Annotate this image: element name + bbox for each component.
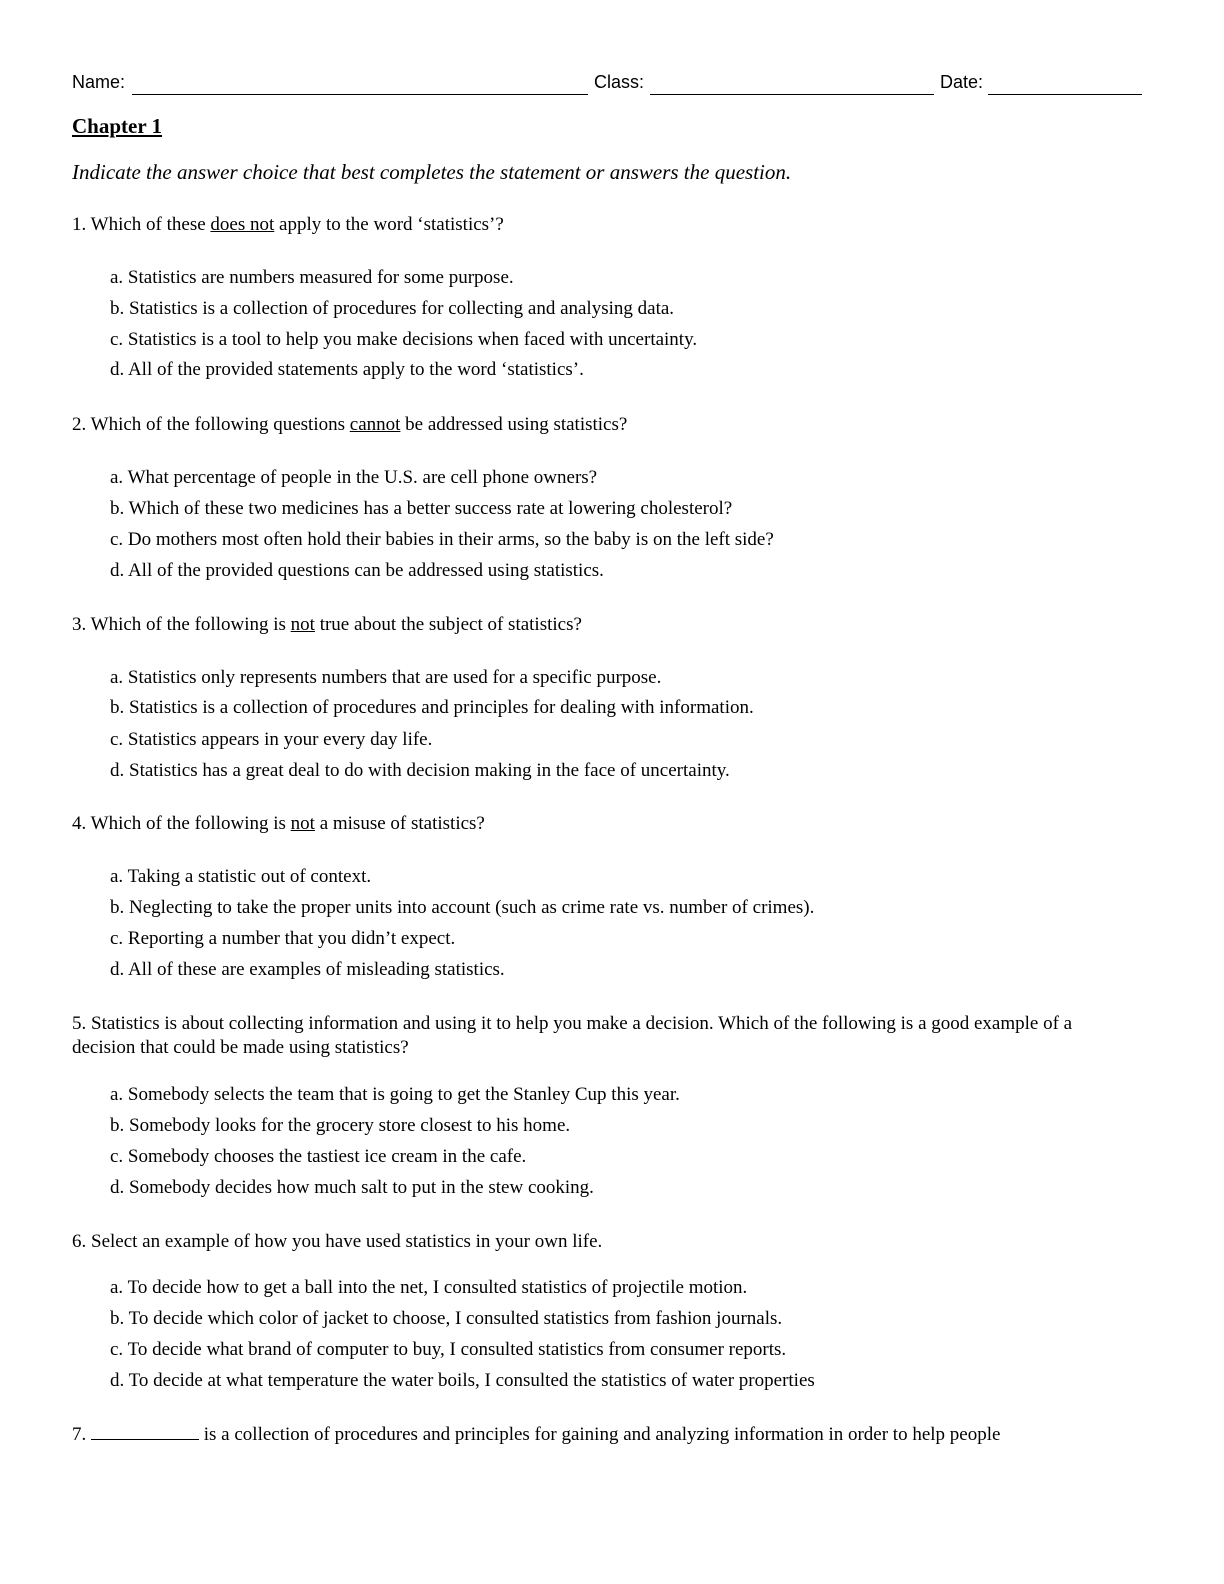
emphasis-underline: not <box>290 813 315 834</box>
question-4-option-d[interactable]: d. All of these are examples of misleading statistics. <box>110 959 505 980</box>
question-3-option-c[interactable]: c. Statistics appears in your every day life. <box>110 729 433 750</box>
instructions: Indicate the answer choice that best completes the statement or answers the question. <box>72 160 792 184</box>
question-4-option-a[interactable]: a. Taking a statistic out of context. <box>110 866 372 887</box>
class-blank <box>650 94 934 95</box>
emphasis-underline: does not <box>210 214 275 235</box>
date-blank <box>988 94 1142 95</box>
question-2: 2. Which of the following questions cannot be addressed using statistics? <box>72 414 628 435</box>
question-4: 4. Which of the following is not a misuse of statistics? <box>72 813 485 834</box>
answer-blank[interactable] <box>91 1423 199 1440</box>
question-3: 3. Which of the following is not true about the subject of statistics? <box>72 614 582 635</box>
question-5-option-a[interactable]: a. Somebody selects the team that is going to get the Stanley Cup this year. <box>110 1084 680 1105</box>
emphasis-underline: not <box>290 614 315 635</box>
emphasis-underline: cannot <box>349 414 401 435</box>
question-5-option-b[interactable]: b. Somebody looks for the grocery store closest to his home. <box>110 1115 571 1136</box>
question-1-option-d[interactable]: d. All of the provided statements apply to the word ‘statistics’. <box>110 359 584 380</box>
question-6-option-a[interactable]: a. To decide how to get a ball into the net, I consulted statistics of projectile motion. <box>110 1277 748 1298</box>
question-6-option-c[interactable]: c. To decide what brand of computer to buy, I consulted statistics from consumer reports. <box>110 1339 787 1360</box>
question-3-option-b[interactable]: b. Statistics is a collection of procedures and principles for dealing with information. <box>110 697 754 718</box>
question-2-option-c[interactable]: c. Do mothers most often hold their babies in their arms, so the baby is on the left side? <box>110 529 774 550</box>
question-1-option-b[interactable]: b. Statistics is a collection of procedures for collecting and analysing data. <box>110 298 675 319</box>
question-6: 6. Select an example of how you have used statistics in your own life. <box>72 1231 603 1252</box>
date-label: Date: <box>940 72 984 92</box>
question-2-option-a[interactable]: a. What percentage of people in the U.S. are cell phone owners? <box>110 467 598 488</box>
class-label: Class: <box>594 72 645 92</box>
question-7: 7. is a collection of procedures and principles for gaining and analyzing information in order to help people <box>72 1424 1001 1445</box>
question-1: 1. Which of these does not apply to the word ‘statistics’? <box>72 214 504 235</box>
question-1-option-c[interactable]: c. Statistics is a tool to help you make decisions when faced with uncertainty. <box>110 329 698 350</box>
question-5-option-d[interactable]: d. Somebody decides how much salt to put in the stew cooking. <box>110 1177 594 1198</box>
question-5: 5. Statistics is about collecting information and using it to help you make a decision. Which of the following is a good example of a decision that could be made using statistics? <box>72 1013 1073 1058</box>
question-2-option-d[interactable]: d. All of the provided questions can be addressed using statistics. <box>110 560 604 581</box>
name-blank <box>132 94 588 95</box>
name-label: Name: <box>72 72 126 92</box>
question-6-option-d[interactable]: d. To decide at what temperature the water boils, I consulted the statistics of water properties <box>110 1370 815 1391</box>
question-4-option-c[interactable]: c. Reporting a number that you didn’t expect. <box>110 928 456 949</box>
chapter-title: Chapter 1 <box>72 114 163 138</box>
question-5-option-c[interactable]: c. Somebody chooses the tastiest ice cream in the cafe. <box>110 1146 527 1167</box>
question-1-option-a[interactable]: a. Statistics are numbers measured for some purpose. <box>110 267 514 288</box>
question-3-option-d[interactable]: d. Statistics has a great deal to do with decision making in the face of uncertainty. <box>110 760 730 781</box>
question-3-option-a[interactable]: a. Statistics only represents numbers that are used for a specific purpose. <box>110 667 662 688</box>
question-4-option-b[interactable]: b. Neglecting to take the proper units into account (such as crime rate vs. number of crimes). <box>110 897 815 918</box>
question-6-option-b[interactable]: b. To decide which color of jacket to choose, I consulted statistics from fashion journals. <box>110 1308 783 1329</box>
header-fields <box>72 72 1144 96</box>
question-2-option-b[interactable]: b. Which of these two medicines has a better success rate at lowering cholesterol? <box>110 498 733 519</box>
